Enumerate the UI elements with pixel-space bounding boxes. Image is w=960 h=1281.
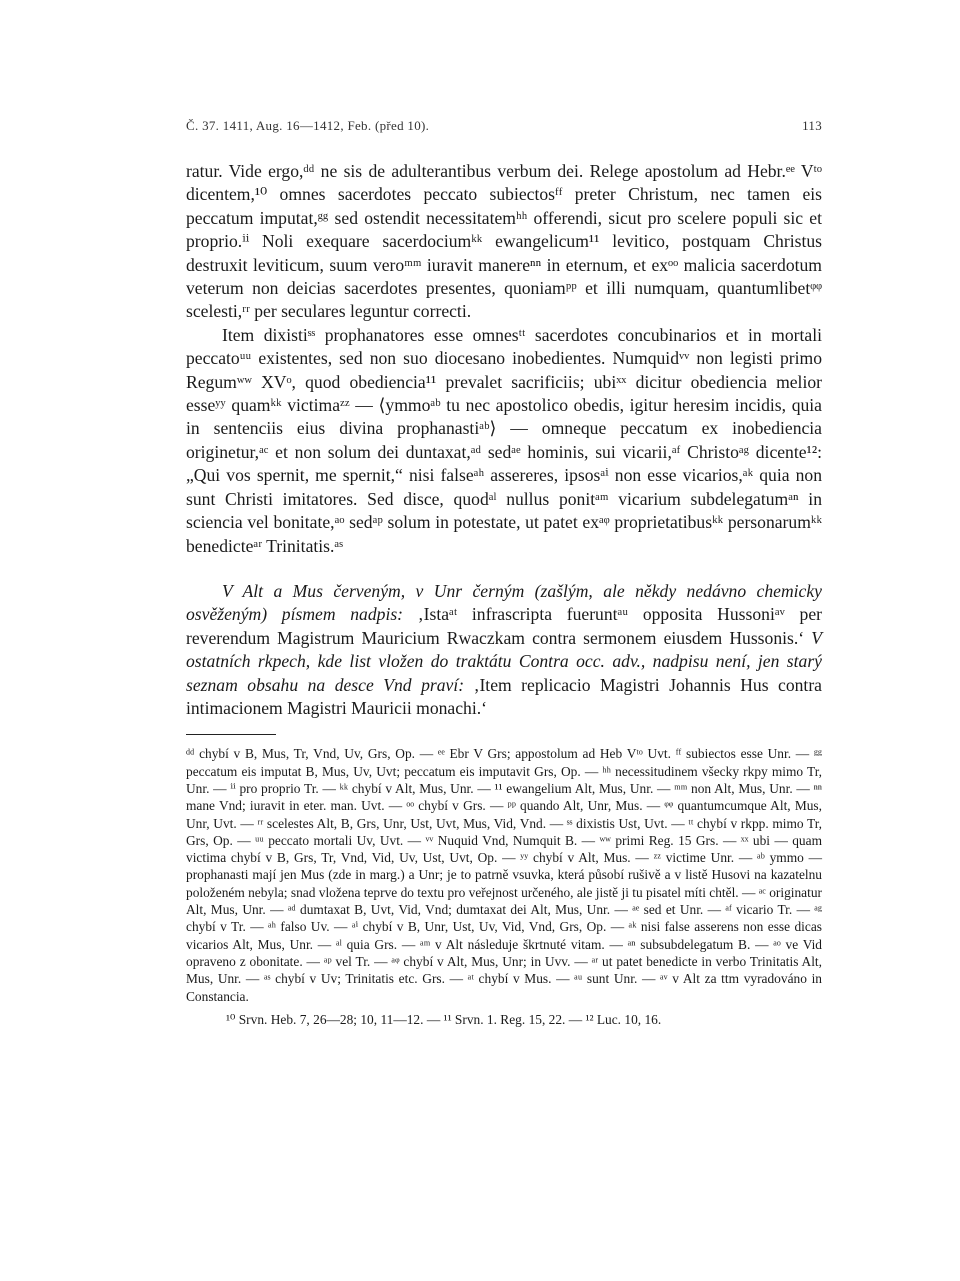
page-number: 113 [802,118,822,133]
main-paragraph-1: ratur. Vide ergo,ᵈᵈ ne sis de adulterantibus verbum dei. Relege apostolum ad Hebr.ᵉᵉ Vᵗᵒ dicentem,¹⁰ omnes sacerdotes peccato subiectosᶠᶠ preter Christum, nec tamen eis peccatum imputat,ᵍᵍ sed ostendit necessitatemʰʰ offerendi, sicut pro scelere populi sic et proprio.ⁱⁱ Noli exequare sacerdociumᵏᵏ ewangelicum¹¹ levitico, postquam Christus destruxit leviticum, suum veroᵐᵐ iuravit manereⁿⁿ in eternum, et exᵒᵒ malicia sacerdotum veterum non deicias sacerdotes presentes, quoniamᵖᵖ et illi numquam, quantumlibetᵠᵠ scelesti,ʳʳ per seculares leguntur correcti. [186,161,822,322]
page [186,118,822,1028]
editorial-note-part-2: ‚Istaᵃᵗ infrascripta fueruntᵃᵘ opposita Hussoniᵃᵛ per reverendum Magistrum Mauricium Rwaczkam contra sermonem eiusdem Hussonis.‘ [186,604,822,648]
editorial-note [186,580,822,720]
running-head [186,118,822,134]
running-head-title: Č. 37. 1411, Aug. 16—1412, Feb. (před 10). [186,118,430,133]
editorial-note-part-3: V ostatních rkpech, kde list vložen do traktátu Contra occ. adv., nadpisu není, jen starý seznam obsahu na desce Vnd praví: [186,627,822,695]
critical-apparatus: ᵈᵈ chybí v B, Mus, Tr, Vnd, Uv, Grs, Op. — ᵉᵉ Ebr V Grs; appostolum ad Heb Vᵗᵒ Uvt. ᶠᶠ subiectos esse Unr. — ᵍᵍ peccatum eis imputat B, Mus, Uv, Uvt; peccatum eis imputavit Grs, Op. — ʰʰ necessitudinem všecky rkpy mimo Tr, Unr. — ⁱⁱ pro proprio Tr. — ᵏᵏ chybí v Alt, Mus, Unr. — ¹¹ ewangelium Alt, Mus, Unr. — ᵐᵐ non Alt, Mus, Unr. — ⁿⁿ mane Vnd; iuravit in eter. man. Uvt. — ᵒᵒ chybí v Grs. — ᵖᵖ quando Alt, Unr, Mus. — ᵠᵠ quantumcumque Alt, Mus, Unr, Uvt. — ʳʳ scelestes Alt, B, Grs, Unr, Ust, Uvt, Mus, Vid, Vnd. — ˢˢ dixistis Ust, Uvt. — ᵗᵗ chybí v rkpp. mimo Tr, Grs, Op. — ᵘᵘ peccato mortali Uv, Uvt. — ᵛᵛ Nuquid Vnd, Numquit B. — ʷʷ primi Reg. 15 Grs. — ˣˣ ubi — quam victima chybí v B, Grs, Tr, Vnd, Vid, Uv, Ust, Uvt, Op. — ʸʸ chybí v Alt, Mus. — ᶻᶻ victime Unr. — ᵃᵇ ymmo — prophanasti mají jen Mus (zde in marg.) a Unr; je to patrně vsuvka, která působí rušivě a v listě Husovi na kazatelnu položeném nebyla; snad vložena teprve do textu pro veřejnost určeného, ale jistě ji tu pisatel míti chtěl. — ᵃᶜ originatur Alt, Mus, Unr. — ᵃᵈ dumtaxat B, Uvt, Vid, Vnd; dumtaxat dei Alt, Mus, Unr. — ᵃᵉ sed et Unr. — ᵃᶠ vicario Tr. — ᵃᵍ chybí v Tr. — ᵃʰ falso Uv. — ᵃⁱ chybí v B, Unr, Ust, Uv, Vid, Vnd, Grs, Op. — ᵃᵏ nisi false asserens non esse dicas vicarios Alt, Mus, Unr. — ᵃˡ quia Grs. — ᵃᵐ v Alt následuje škrtnuté vitam. — ᵃⁿ subsubdelegatum B. — ᵃᵒ ve Vid opraveno z obonitate. — ᵃᵖ vel Tr. — ᵃᵠ chybí v Alt, Mus, Unr; in Uvv. — ᵃʳ ut patet benedicte in verbo Trinitatis Alt, Mus, Unr. — ᵃˢ chybí v Uv; Trinitatis etc. Grs. — ᵃᵗ chybí v Mus. — ᵃᵘ sunt Unr. — ᵃᵛ v Alt za ttm vyradováno in Constancia. [186,746,822,1004]
editorial-note-part-1: V Alt a Mus červeným, v Unr černým (zašlým, ale někdy nedávno chemicky osvěženým) písmem nadpis: [186,580,822,625]
main-paragraph-2: Item dixistiˢˢ prophanatores esse omnesᵗᵗ sacerdotes concubinarios et in mortali peccatoᵘᵘ existentes, sed non suo diocesano inobedientes. Numquidᵛᵛ non legisti primo Regumʷʷ XVᵒ, quod obediencia¹¹ prevalet sacrificiis; ubiˣˣ dicitur obediencia melior esseʸʸ quamᵏᵏ victimaᶻᶻ — ⟨ymmoᵃᵇ tu nec apostolico obedis, igitur heresim incidis, quia in sentenciis eius divina prophanastiᵃᵇ⟩ — omneque peccatum ex inobediencia originetur,ᵃᶜ et non solum dei duntaxat,ᵃᵈ sedᵃᵉ hominis, sui vicarii,ᵃᶠ Christoᵃᵍ dicente¹²: „Qui vos spernit, me spernit,“ nisi falseᵃʰ assereres, ipsosᵃⁱ non esse vicarios,ᵃᵏ quia non sunt Christi imitatores. Sed disce, quodᵃˡ nullus ponitᵃᵐ vicarium subdelegatumᵃⁿ in sciencia vel bonitate,ᵃᵒ sedᵃᵖ solum in potestate, ut patet exᵃᵠ proprietatibusᵏᵏ personarumᵏᵏ benedicteᵃʳ Trinitatis.ᵃˢ [186,324,822,556]
footnote-divider [186,734,276,735]
source-references: ¹⁰ Srvn. Heb. 7, 26—28; 10, 11—12. — ¹¹ Srvn. 1. Reg. 15, 22. — ¹² Luc. 10, 16. [226,1011,662,1027]
editorial-note-part-4: ‚Item replicacio Magistri Johannis Hus contra intimacionem Magistri Mauricii monachi.‘ [186,674,822,718]
